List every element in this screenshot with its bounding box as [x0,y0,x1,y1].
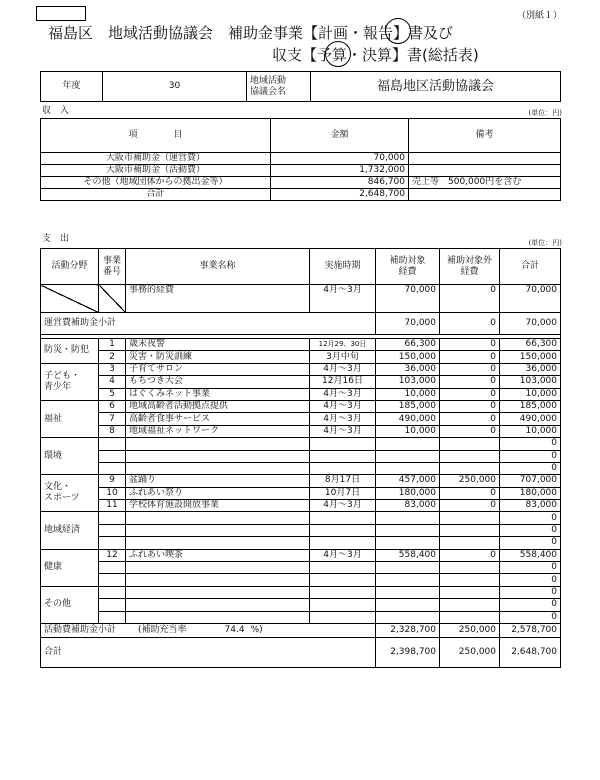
project-nonsubsidy [440,611,500,623]
grand-total-subsidy: 2,398,700 [376,637,440,667]
project-number: 7 [99,413,126,425]
project-number: 6 [99,400,126,412]
project-nonsubsidy [440,599,500,611]
project-nonsubsidy: 0 [440,351,500,363]
project-nonsubsidy [440,438,500,450]
income-row [41,153,561,165]
project-total: 0 [500,586,561,598]
diagonal-cell [99,285,126,313]
project-nonsubsidy: 0 [440,400,500,412]
income-row [41,177,561,189]
activity-field: 文化・ スポーツ [41,475,99,512]
project-period: 4月～3月 [310,425,376,437]
expense-row [41,512,561,524]
project-period: 4月～3月 [310,413,376,425]
admin-subtotal-nonsubsidy: 0 [440,313,500,335]
project-nonsubsidy [440,537,500,549]
project-number: 4 [99,376,126,388]
project-name [126,512,310,524]
project-total: 0 [500,574,561,586]
project-number [99,586,126,598]
council-label: 地域活動 協議会名 [247,72,311,102]
project-total: 10,000 [500,425,561,437]
project-name [126,462,310,474]
project-total: 0 [500,438,561,450]
expense-col-nonsubsidy: 補助対象外 経費 [440,249,500,285]
activity-field: 環境 [41,438,99,475]
income-note [409,153,561,165]
expense-row [41,586,561,598]
expense-row [41,376,561,388]
expense-row [41,524,561,536]
project-total: 0 [500,512,561,524]
activity-subtotal-text: 活動費補助金小計 [44,624,117,635]
project-period [310,438,376,450]
diagonal-cell [41,285,99,313]
project-subsidy [376,524,440,536]
rate-suffix: %) [250,624,263,635]
income-amount: 2,648,700 [271,189,409,201]
project-period: 4月～3月 [310,549,376,561]
project-number: 12 [99,549,126,561]
income-col-note: 備考 [409,119,561,153]
activity-field: 地域経済 [41,512,99,549]
project-nonsubsidy: 0 [440,425,500,437]
activity-subtotal-label [41,623,376,637]
project-number [99,438,126,450]
project-name: 高齢者食事サービス [126,413,310,425]
activity-field: 福祉 [41,400,99,437]
project-name [126,524,310,536]
project-number [99,512,126,524]
project-number [99,524,126,536]
expense-col-name: 事業名称 [126,249,310,285]
project-total: 0 [500,562,561,574]
income-item: 合計 [41,189,271,201]
expense-row [41,425,561,437]
year-value: 30 [103,72,247,102]
project-subsidy: 490,000 [376,413,440,425]
project-period [310,450,376,462]
expense-unit: (単位：円) [528,239,562,247]
project-period [310,574,376,586]
project-name: もちつき大会 [126,376,310,388]
project-period: 8月17日 [310,475,376,487]
rate-label: (補助充当率 [138,624,187,635]
project-subsidy: 66,300 [376,339,440,351]
project-nonsubsidy [440,562,500,574]
header-table [40,71,561,102]
income-col-amount: 金額 [271,119,409,153]
project-number: 3 [99,363,126,375]
project-nonsubsidy [440,586,500,598]
project-total: 0 [500,537,561,549]
project-total: 83,000 [500,500,561,512]
project-subsidy: 185,000 [376,400,440,412]
activity-field: 防災・防犯 [41,339,99,364]
project-number [99,562,126,574]
project-period: 10月7日 [310,487,376,499]
expense-row [41,400,561,412]
project-period: 3月中旬 [310,351,376,363]
admin-nonsubsidy: 0 [440,285,500,313]
title-line-1: 福島区 地域活動協議会 補助金事業【計画・報告】書及び [48,24,454,42]
project-nonsubsidy [440,574,500,586]
admin-subtotal-label: 運営費補助金小計 [41,313,376,335]
project-nonsubsidy: 250,000 [440,475,500,487]
project-name: ふれあい喫茶 [126,549,310,561]
project-period [310,462,376,474]
income-section-label: 収 入 [42,106,70,116]
expense-col-total: 合計 [500,249,561,285]
expense-col-period: 実施時期 [310,249,376,285]
project-number: 11 [99,500,126,512]
expense-row [41,574,561,586]
council-name: 福島地区活動協議会 [311,72,561,102]
expense-row [41,537,561,549]
project-subsidy [376,562,440,574]
admin-subtotal-total: 70,000 [500,313,561,335]
project-period: 12月29、30日 [310,339,376,351]
annex-label: （別紙１） [516,11,562,21]
expense-row [41,462,561,474]
project-name: ふれあい祭り [126,487,310,499]
project-number [99,450,126,462]
project-subsidy: 83,000 [376,500,440,512]
activity-field: その他 [41,586,99,623]
rate-value: 74.4 [224,624,245,635]
income-col-item: 項 目 [41,119,271,153]
project-period [310,586,376,598]
admin-period: 4月～3月 [310,285,376,313]
project-total: 490,000 [500,413,561,425]
project-period: 4月～3月 [310,500,376,512]
project-total: 0 [500,611,561,623]
project-subsidy [376,512,440,524]
admin-subtotal-row [41,313,561,335]
grand-total-row [41,637,561,667]
income-amount: 1,732,000 [271,165,409,177]
project-period [310,599,376,611]
project-number: 9 [99,475,126,487]
project-subsidy: 36,000 [376,363,440,375]
project-name: 歳末夜警 [126,339,310,351]
project-period: 12月16日 [310,376,376,388]
expense-row [41,438,561,450]
project-total: 0 [500,450,561,462]
project-nonsubsidy: 0 [440,388,500,400]
expense-col-field: 活動分野 [41,249,99,285]
stamp-box [36,6,86,21]
project-name: 災害・防災訓練 [126,351,310,363]
income-row [41,189,561,201]
expense-row [41,500,561,512]
activity-subtotal-subsidy: 2,328,700 [376,623,440,637]
project-name [126,574,310,586]
project-period: 4月～3月 [310,363,376,375]
project-period [310,611,376,623]
expense-row [41,388,561,400]
project-name: はぐくみネット事業 [126,388,310,400]
expense-row [41,611,561,623]
project-period [310,537,376,549]
expense-row [41,450,561,462]
project-subsidy [376,438,440,450]
income-amount: 70,000 [271,153,409,165]
project-subsidy: 558,400 [376,549,440,561]
project-subsidy: 10,000 [376,388,440,400]
income-note [409,189,561,201]
project-number: 1 [99,339,126,351]
project-subsidy [376,450,440,462]
project-total: 558,400 [500,549,561,561]
project-name [126,438,310,450]
activity-subtotal-total: 2,578,700 [500,623,561,637]
expense-row [41,549,561,561]
project-number: 2 [99,351,126,363]
grand-total-label: 合計 [41,637,376,667]
expense-row [41,487,561,499]
expense-col-subsidy: 補助対象 経費 [376,249,440,285]
expense-row [41,351,561,363]
project-name: 盆踊り [126,475,310,487]
project-name: 子育てサロン [126,363,310,375]
income-unit: (単位：円) [528,109,562,117]
project-name: 地域福祉ネットワーク [126,425,310,437]
project-name [126,599,310,611]
activity-field: 健康 [41,549,99,586]
circle-mark-plan [385,18,411,44]
project-subsidy: 457,000 [376,475,440,487]
project-number: 8 [99,425,126,437]
admin-expense-row [41,285,561,313]
income-note: 売上等 500,000円を含む [409,177,561,189]
project-total: 180,000 [500,487,561,499]
project-name [126,450,310,462]
project-nonsubsidy: 0 [440,549,500,561]
project-subsidy: 103,000 [376,376,440,388]
project-subsidy: 180,000 [376,487,440,499]
expense-table [40,248,561,668]
project-total: 0 [500,462,561,474]
expense-row [41,475,561,487]
project-subsidy [376,462,440,474]
activity-subtotal-nonsubsidy: 250,000 [440,623,500,637]
project-number [99,611,126,623]
project-nonsubsidy [440,524,500,536]
project-number [99,537,126,549]
admin-subsidy: 70,000 [376,285,440,313]
project-total: 36,000 [500,363,561,375]
project-total: 103,000 [500,376,561,388]
project-nonsubsidy [440,450,500,462]
project-total: 0 [500,599,561,611]
project-name [126,562,310,574]
project-subsidy [376,586,440,598]
project-period [310,512,376,524]
project-subsidy: 10,000 [376,425,440,437]
income-row [41,165,561,177]
project-total: 185,000 [500,400,561,412]
project-number [99,574,126,586]
expense-col-no: 事業 番号 [99,249,126,285]
grand-total-nonsubsidy: 250,000 [440,637,500,667]
project-period [310,562,376,574]
income-item: その他（地域団体からの拠出金等） [41,177,271,189]
project-nonsubsidy [440,512,500,524]
expense-row [41,562,561,574]
project-name [126,611,310,623]
expense-row [41,413,561,425]
year-label: 年度 [41,72,103,102]
grand-total-total: 2,648,700 [500,637,561,667]
admin-total: 70,000 [500,285,561,313]
income-item: 大阪市補助金（活動費） [41,165,271,177]
project-nonsubsidy: 0 [440,376,500,388]
expense-row [41,599,561,611]
project-total: 707,000 [500,475,561,487]
project-total: 150,000 [500,351,561,363]
project-number: 10 [99,487,126,499]
expense-row [41,339,561,351]
admin-name: 事務的経費 [126,285,310,313]
project-name: 学校体育施設開放事業 [126,500,310,512]
project-nonsubsidy: 0 [440,363,500,375]
project-nonsubsidy [440,462,500,474]
income-item: 大阪市補助金（運営費） [41,153,271,165]
project-total: 10,000 [500,388,561,400]
title-line-2: 収支【予算・決算】書(総括表) [272,46,479,64]
project-period [310,524,376,536]
expense-row [41,363,561,375]
activity-subtotal-row [41,623,561,637]
project-number [99,462,126,474]
project-nonsubsidy: 0 [440,413,500,425]
income-note [409,165,561,177]
project-total: 66,300 [500,339,561,351]
project-subsidy [376,611,440,623]
project-name [126,586,310,598]
income-table [40,118,561,201]
project-number: 5 [99,388,126,400]
project-period: 4月～3月 [310,388,376,400]
project-total: 0 [500,524,561,536]
project-period: 4月～3月 [310,400,376,412]
project-nonsubsidy: 0 [440,487,500,499]
project-subsidy [376,574,440,586]
project-nonsubsidy: 0 [440,339,500,351]
project-name [126,537,310,549]
project-subsidy [376,599,440,611]
expense-section-label: 支 出 [42,234,70,244]
activity-field: 子ども・ 青少年 [41,363,99,400]
project-name: 地域高齢者活動拠点提供 [126,400,310,412]
project-subsidy: 150,000 [376,351,440,363]
admin-subtotal-subsidy: 70,000 [376,313,440,335]
project-nonsubsidy: 0 [440,500,500,512]
project-number [99,599,126,611]
project-subsidy [376,537,440,549]
income-amount: 846,700 [271,177,409,189]
circle-mark-budget [325,41,351,67]
